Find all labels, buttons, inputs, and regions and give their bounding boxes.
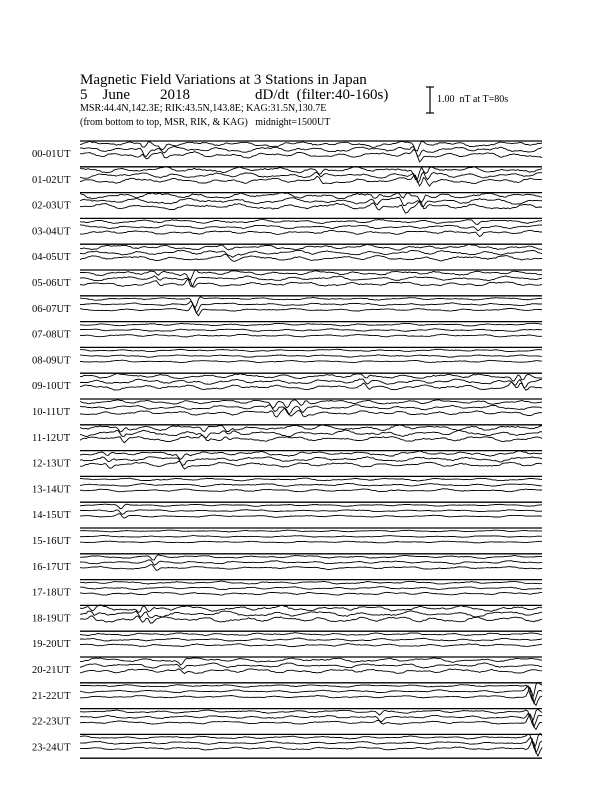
row-label: 22-23UT (32, 716, 71, 728)
row-label: 10-11UT (32, 407, 71, 418)
trace-kag (80, 581, 542, 584)
trace-kag (80, 323, 542, 326)
row-label: 09-10UT (32, 381, 71, 393)
trace-kag (80, 141, 542, 151)
trace-rik (80, 329, 542, 332)
trace-msr (80, 334, 542, 337)
trace-kag (80, 504, 542, 509)
trace-kag (80, 658, 542, 665)
row-label: 00-01UT (32, 149, 71, 160)
row-label: 05-06UT (32, 278, 71, 289)
row-label: 07-08UT (32, 329, 71, 341)
trace-kag (80, 167, 542, 180)
trace-msr (80, 541, 542, 543)
row-label: 23-24UT (32, 742, 71, 754)
trace-msr (80, 435, 542, 443)
trace-msr (80, 304, 542, 315)
date-line: 5 June 2018 (80, 87, 190, 103)
trace-msr (80, 150, 542, 162)
trace-msr (80, 514, 542, 518)
row-label: 08-09UT (32, 355, 71, 367)
trace-kag (80, 633, 542, 636)
trace-msr (80, 669, 542, 674)
trace-rik (80, 405, 542, 415)
row-label: 16-17UT (32, 561, 71, 573)
trace-rows (32, 141, 542, 758)
trace-rik (80, 714, 542, 727)
trace-msr (80, 230, 542, 236)
row-label: 04-05UT (32, 252, 71, 264)
station-order-note: (from bottom to top, MSR, RIK, & KAG) midnight=1500UT (80, 117, 331, 128)
trace-kag (80, 192, 542, 202)
row-label: 01-02UT (32, 174, 71, 186)
scale-bar (426, 87, 434, 113)
trace-rik (80, 197, 542, 206)
trace-msr (80, 565, 542, 571)
scale-bar-label: 1.00 nT at T=80s (437, 94, 509, 105)
trace-rik (80, 510, 542, 515)
trace-rik (80, 146, 542, 156)
trace-msr (80, 175, 542, 186)
trace-kag (80, 733, 542, 748)
trace-rik (80, 611, 542, 618)
row-label: 20-21UT (32, 665, 71, 676)
trace-rik (80, 536, 542, 538)
trace-kag (80, 478, 542, 481)
row-label: 17-18UT (32, 587, 71, 599)
row-label: 12-13UT (32, 458, 71, 470)
trace-rik (80, 686, 542, 704)
trace-rik (80, 663, 542, 669)
trace-rik (80, 355, 542, 358)
trace-msr (80, 461, 542, 469)
trace-msr (80, 254, 542, 261)
trace-msr (80, 278, 542, 287)
trace-rik (80, 301, 542, 313)
row-label: 13-14UT (32, 484, 71, 496)
trace-msr (80, 360, 542, 363)
trace-kag (80, 244, 542, 250)
trace-kag (80, 349, 542, 352)
trace-rik (80, 225, 542, 231)
trace-rik (80, 560, 542, 565)
trace-kag (80, 425, 542, 432)
filter-line: dD/dt (filter:40-160s) (255, 87, 389, 103)
trace-kag (80, 555, 542, 560)
row-label: 02-03UT (32, 200, 71, 212)
trace-msr (80, 489, 542, 492)
trace-kag (80, 530, 542, 532)
trace-rik (80, 430, 542, 438)
row-label: 03-04UT (32, 226, 71, 238)
row-label: 21-22UT (32, 690, 71, 702)
row-label: 18-19UT (32, 613, 71, 625)
trace-rik (80, 172, 542, 183)
trace-rik (80, 738, 542, 753)
trace-kag (80, 219, 542, 224)
station-coordinates: MSR:44.4N,142.3E; RIK:43.5N,143.8E; KAG:31.5N,130.7E (80, 103, 327, 114)
trace-rik (80, 638, 542, 641)
trace-rik (80, 250, 542, 257)
trace-kag (80, 374, 542, 382)
chart-title: Magnetic Field Variations at 3 Stations in Japan (80, 72, 367, 88)
trace-rik (80, 483, 542, 486)
trace-msr (80, 644, 542, 647)
trace-rik (80, 276, 542, 287)
trace-msr (80, 592, 542, 595)
row-label: 15-16UT (32, 536, 71, 547)
row-label: 19-20UT (32, 639, 71, 651)
trace-kag (80, 297, 542, 309)
row-label: 14-15UT (32, 510, 71, 522)
row-label: 11-12UT (32, 432, 71, 444)
row-label: 06-07UT (32, 303, 71, 315)
trace-rik (80, 587, 542, 590)
